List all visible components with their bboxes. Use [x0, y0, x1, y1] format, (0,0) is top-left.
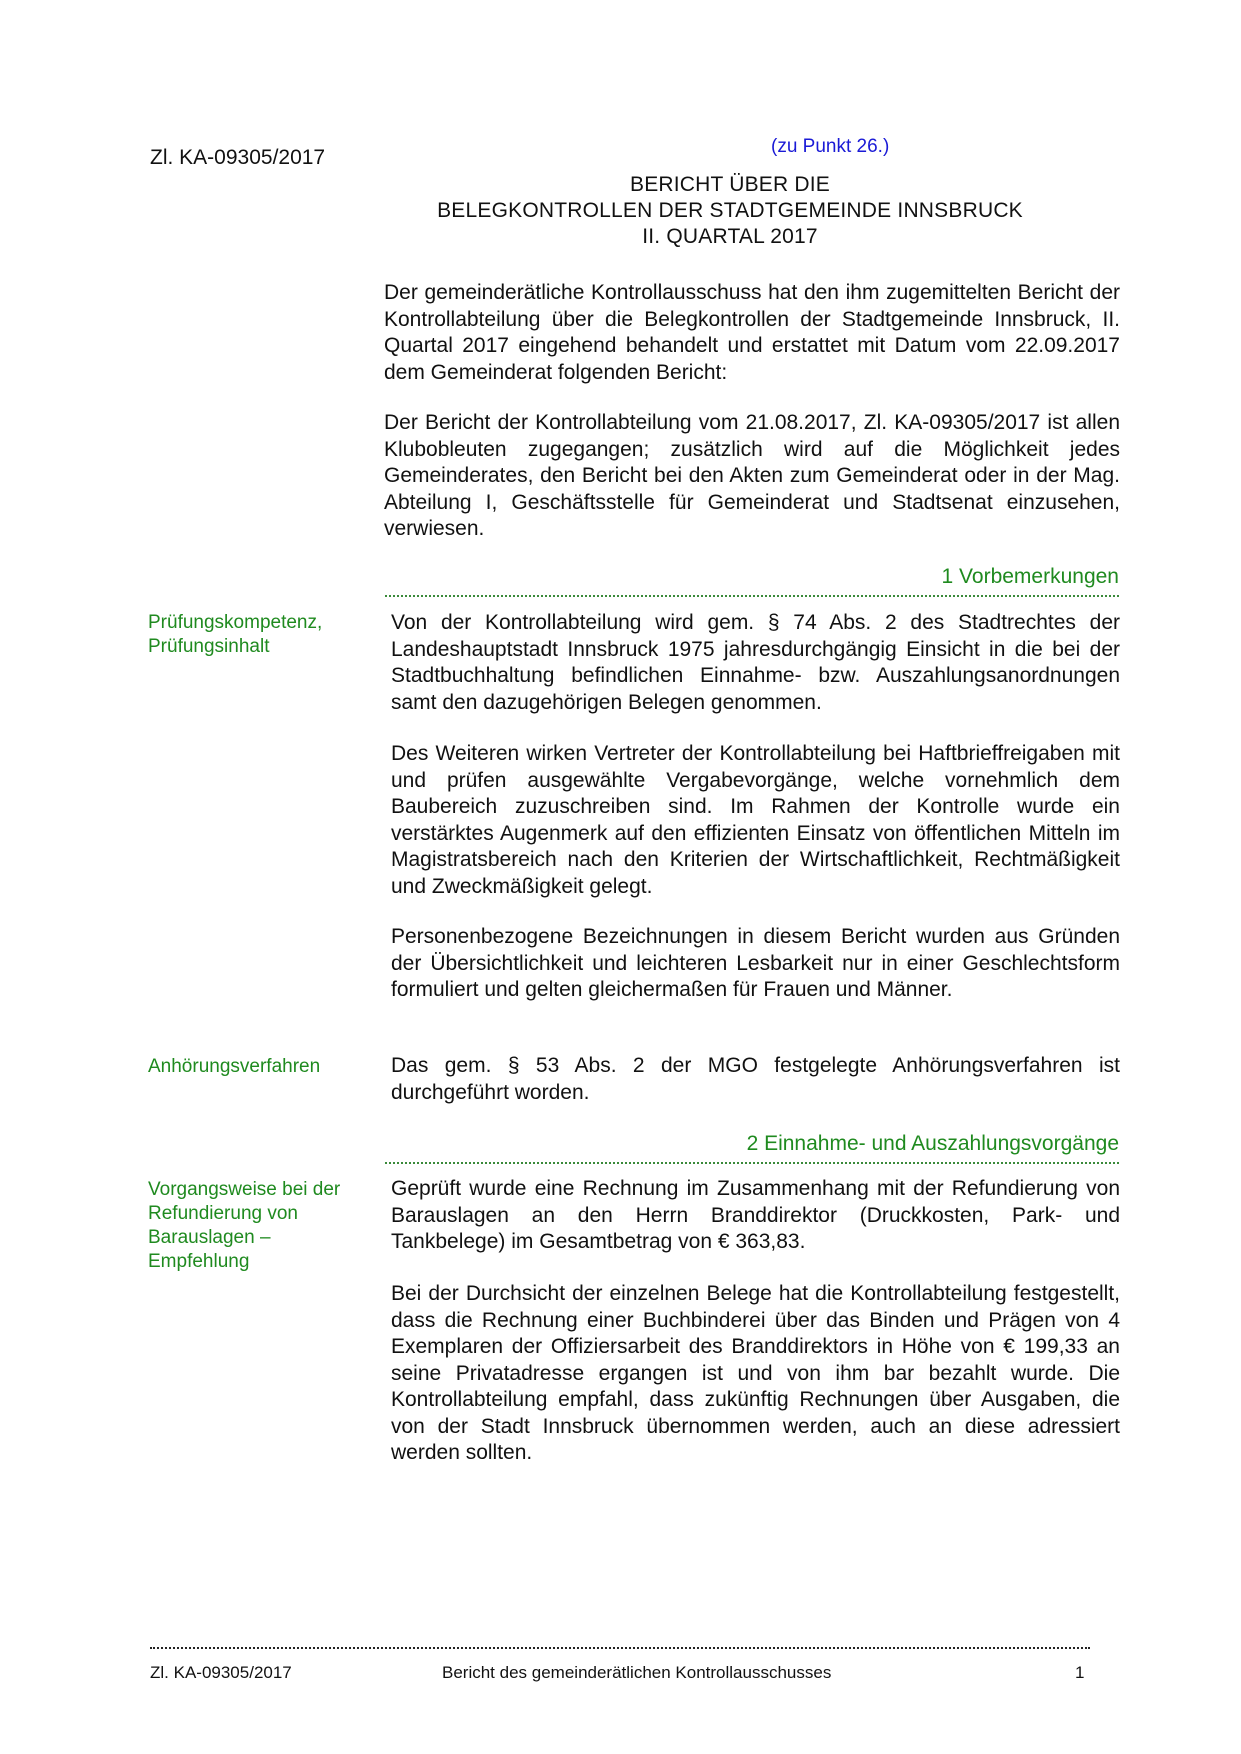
section-2-heading: 2 Einnahme- und Auszahlungsvorgänge — [385, 1132, 1119, 1164]
title-line-2: BELEGKONTROLLEN DER STADTGEMEINDE INNSBRUCK — [437, 199, 1023, 222]
section-1-paragraph-1: Von der Kontrollabteilung wird gem. § 74 Abs. 2 des Stadtrechtes der Landeshauptstadt Innsbruck 1975 jahresdurchgängig Einsicht in die bei der Stadtbuchhaltung befindlichen Einnahme- bzw. Auszahlungsanordnungen samt den dazugehörigen Belegen genommen. — [391, 611, 1120, 714]
side-label-refundierung: Vorgangsweise bei der Refundierung von Barauslagen – Empfehlung — [148, 1179, 341, 1272]
title-line-3: II. QUARTAL 2017 — [642, 225, 818, 248]
section-2-paragraph-1: Geprüft wurde eine Rechnung im Zusammenhang mit der Refundierung von Barauslagen an den Herrn Branddirektor (Druckkosten, Park- und Tankbelege) im Gesamtbetrag von € 363,83. — [391, 1177, 1120, 1253]
footer-reference: Zl. KA-09305/2017 — [150, 1663, 292, 1682]
section-1-paragraph-3: Personenbezogene Bezeichnungen in diesem Bericht wurden aus Gründen der Übersichtlichkeit und leichteren Lesbarkeit nur in einer Geschlechtsform formuliert und gelten gleichermaßen für Frauen und Männer. — [391, 925, 1120, 1001]
side-label-pruefungskompetenz: Prüfungskompetenz, Prüfungsinhalt — [148, 612, 323, 657]
intro-paragraph-2: Der Bericht der Kontrollabteilung vom 21.08.2017, Zl. KA-09305/2017 ist allen Klubobleuten zugegangen; zusätzlich wird auf die Möglichkeit jedes Gemeinderates, den Bericht bei den Akten zum Gemeinderat oder in der Mag. Abteilung I, Geschäftsstelle für Gemeinderat und Stadtsenat einzusehen, verwiesen. — [384, 411, 1120, 540]
document-reference: Zl. KA-09305/2017 — [150, 146, 326, 169]
footer-title: Bericht des gemeinderätlichen Kontrollausschusses — [442, 1663, 832, 1682]
section-1-paragraph-4: Das gem. § 53 Abs. 2 der MGO festgelegte Anhörungsverfahren ist durchgeführt worden. — [391, 1054, 1120, 1104]
intro-paragraph-1: Der gemeinderätliche Kontrollausschuss hat den ihm zugemittelten Bericht der Kontrollabteilung über die Belegkontrollen der Stadtgemeinde Innsbruck, II. Quartal 2017 eingehend behandelt und erstattet mit Datum vom 22.09.2017 dem Gemeinderat folgenden Bericht: — [384, 281, 1120, 384]
title-line-1: BERICHT ÜBER DIE — [629, 173, 830, 196]
agenda-point: (zu Punkt 26.) — [771, 136, 890, 157]
side-label-anhoerungsverfahren: Anhörungsverfahren — [148, 1056, 321, 1077]
section-1-paragraph-2: Des Weiteren wirken Vertreter der Kontrollabteilung bei Haftbrieffreigaben mit und prüfen ausgewählte Vergabevorgänge, welche vornehmlich dem Baubereich zuzuschreiben sind. Im Rahmen der Kontrolle wurde ein verstärktes Augenmerk auf den effizienten Einsatz von öffentlichen Mitteln im Magistratsbereich nach den Kriterien der Wirtschaftlichkeit, Rechtmäßigkeit und Zweckmäßigkeit gelegt. — [391, 742, 1120, 898]
section-1-heading: 1 Vorbemerkungen — [385, 565, 1119, 597]
section-2-paragraph-2: Bei der Durchsicht der einzelnen Belege hat die Kontrollabteilung festgestellt, dass die Rechnung einer Buchbinderei über das Binden und Prägen von 4 Exemplaren der Offiziersarbeit des Branddirektors in Höhe von € 199,33 an seine Privatadresse ergangen ist und von ihm bar bezahlt wurde. Die Kontrollabteilung empfahl, dass zukünftig Rechnungen über Ausgaben, die von der Stadt Innsbruck übernommen werden, auch an diese adressiert werden sollten. — [391, 1282, 1120, 1464]
page-number: 1 — [1075, 1663, 1085, 1682]
footer-divider — [150, 1647, 1090, 1649]
